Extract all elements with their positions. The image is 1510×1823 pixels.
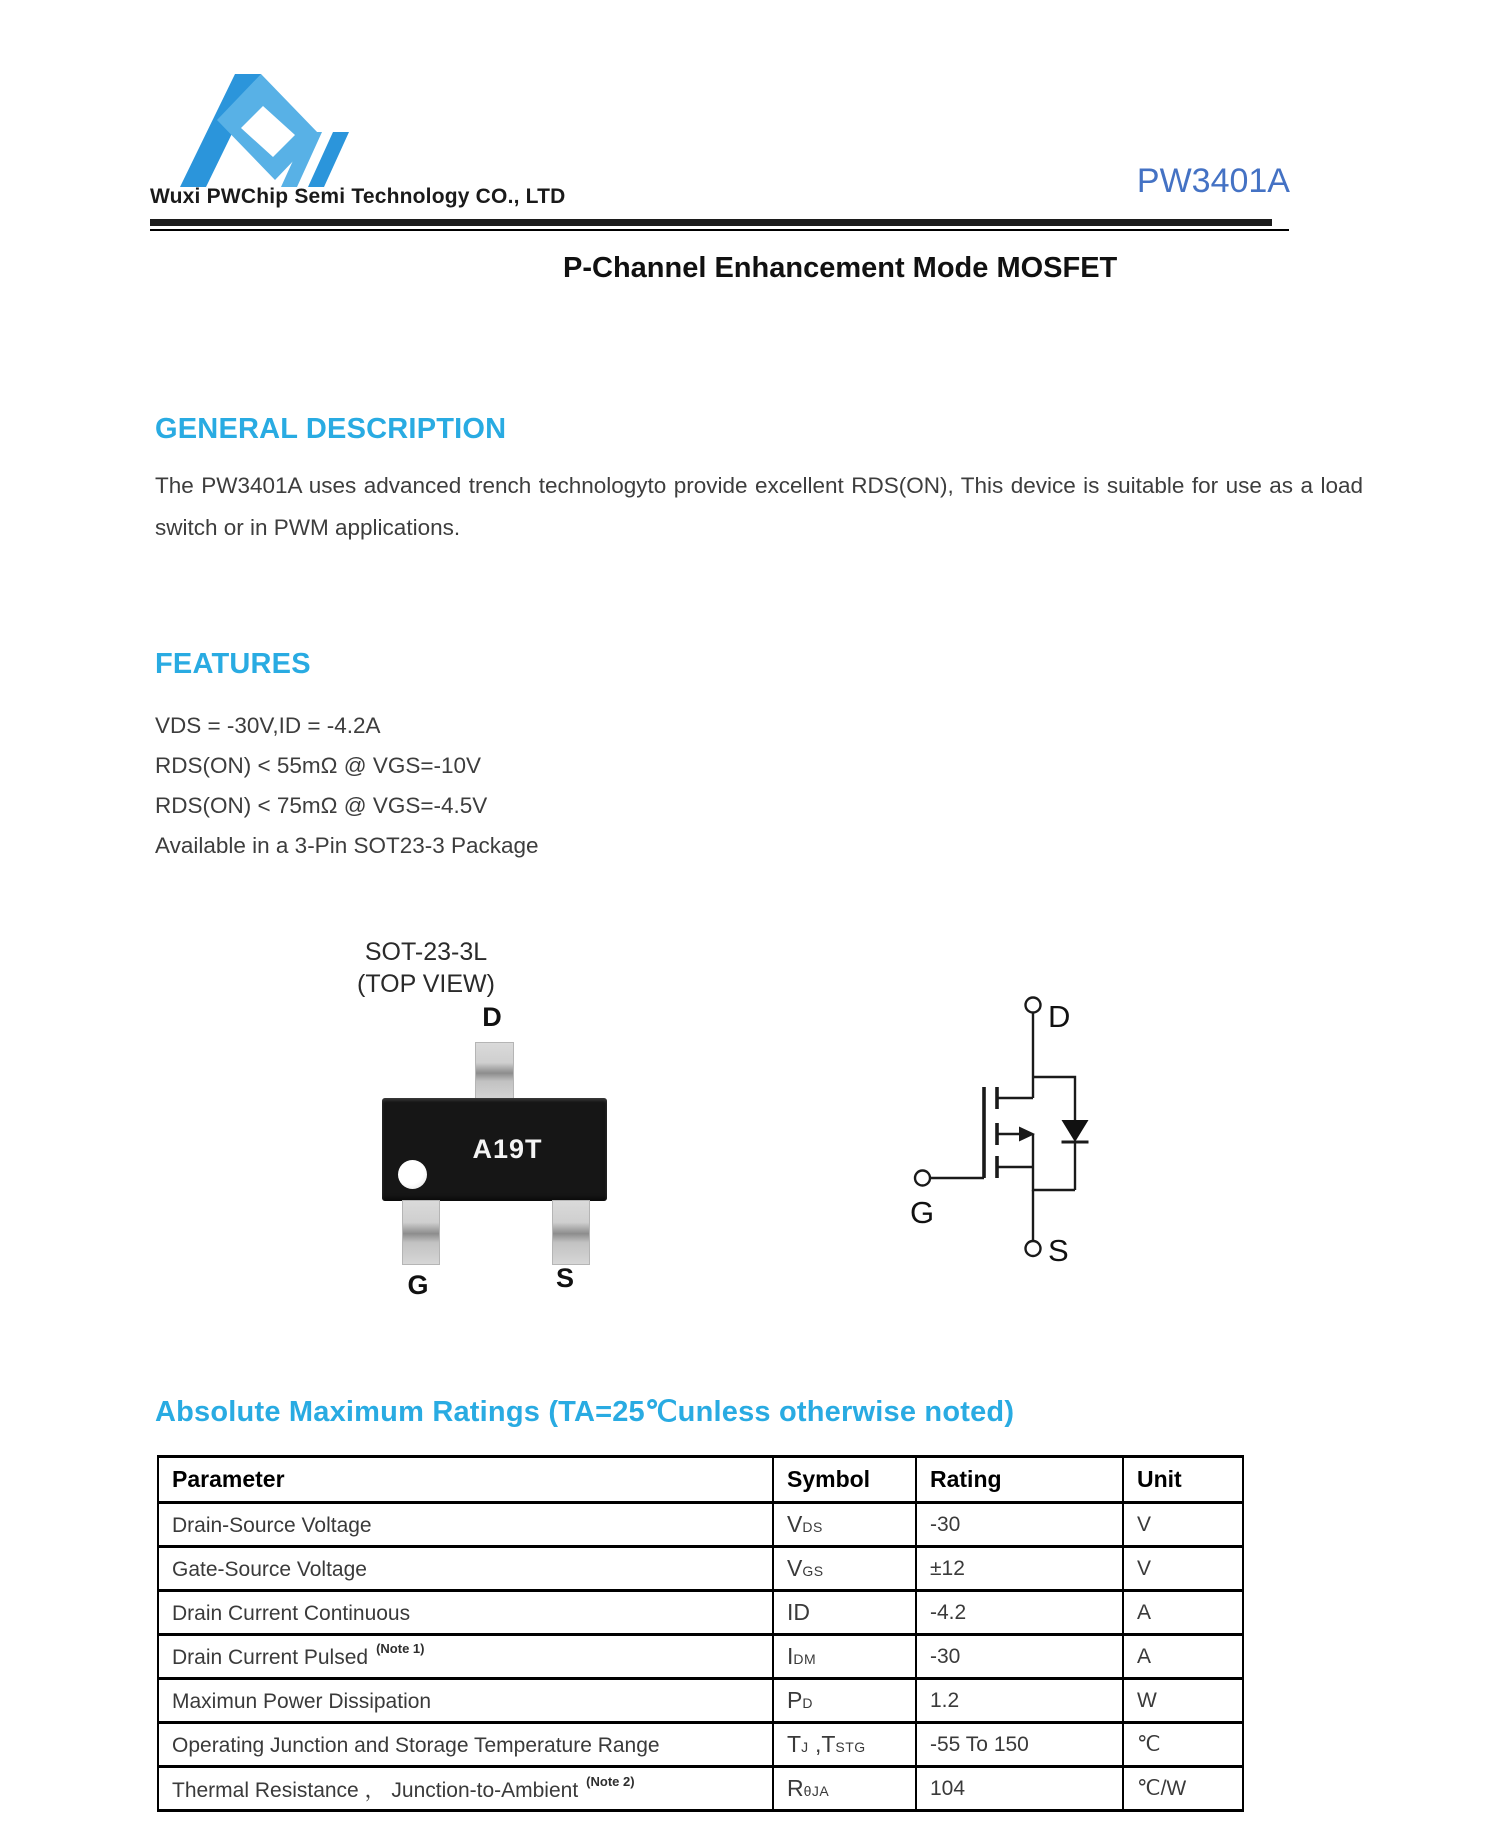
cell-symbol: IDM bbox=[773, 1635, 916, 1679]
cell-rating: 1.2 bbox=[916, 1679, 1123, 1723]
cell-parameter: Drain Current Pulsed $^{(Note 1)}$ bbox=[158, 1635, 773, 1679]
cell-symbol: VDS bbox=[773, 1503, 916, 1547]
table-row bbox=[158, 1591, 1243, 1635]
table-header-row bbox=[158, 1457, 1243, 1503]
table-row bbox=[158, 1503, 1243, 1547]
col-header-parameter: Parameter bbox=[158, 1457, 773, 1503]
cell-rating: -30 bbox=[916, 1503, 1123, 1547]
drain-terminal-icon bbox=[1026, 998, 1041, 1013]
general-description-heading: GENERAL DESCRIPTION bbox=[155, 413, 507, 445]
note-ref: (Note 1) bbox=[376, 1640, 425, 1656]
cell-unit: V bbox=[1123, 1547, 1243, 1591]
body-diode-icon bbox=[1062, 1120, 1089, 1142]
general-description-body: The PW3401A uses advanced trench technologyto provide excellent RDS(ON), This device is suitable for use as a load switch or in PWM applications. bbox=[155, 473, 1363, 540]
cell-rating: -4.2 bbox=[916, 1591, 1123, 1635]
source-label: S bbox=[1048, 1233, 1069, 1268]
cell-unit: W bbox=[1123, 1679, 1243, 1723]
cell-parameter: Maximun Power Dissipation bbox=[158, 1679, 773, 1723]
company-logo bbox=[177, 68, 349, 187]
cell-rating: -55 To 150 bbox=[916, 1723, 1123, 1767]
package-pin1-dot bbox=[398, 1160, 427, 1189]
gate-terminal-icon bbox=[915, 1171, 930, 1186]
col-header-unit: Unit bbox=[1123, 1457, 1243, 1503]
cell-rating: ±12 bbox=[916, 1547, 1123, 1591]
header-rule-thin bbox=[150, 229, 1289, 231]
cell-parameter: Thermal Resistance ， Junction-to-Ambient $^{(Note 2)}$ bbox=[158, 1767, 773, 1811]
cell-parameter: Gate-Source Voltage bbox=[158, 1547, 773, 1591]
cell-unit: A bbox=[1123, 1635, 1243, 1679]
package-pin-gate bbox=[402, 1200, 440, 1265]
table-row bbox=[158, 1767, 1243, 1811]
document-title: P-Channel Enhancement Mode MOSFET bbox=[563, 252, 1118, 284]
table-row bbox=[158, 1547, 1243, 1591]
header-rule-thick bbox=[150, 219, 1272, 226]
feature-item: RDS(ON) < 75mΩ @ VGS=-4.5V bbox=[155, 793, 488, 818]
source-terminal-icon bbox=[1026, 1241, 1041, 1256]
company-name: Wuxi PWChip Semi Technology CO., LTD bbox=[150, 185, 566, 208]
feature-item: VDS = -30V,ID = -4.2A bbox=[155, 713, 381, 738]
mosfet-schematic bbox=[880, 980, 1200, 1280]
cell-symbol: VGS bbox=[773, 1547, 916, 1591]
cell-unit: ℃ bbox=[1123, 1723, 1243, 1767]
cell-symbol: ID bbox=[773, 1591, 916, 1635]
feature-item: RDS(ON) < 55mΩ @ VGS=-10V bbox=[155, 753, 481, 778]
package-pin-drain bbox=[475, 1042, 514, 1102]
cell-rating: -30 bbox=[916, 1635, 1123, 1679]
package-name: SOT-23-3L bbox=[364, 938, 488, 966]
drain-label: D bbox=[1048, 999, 1071, 1034]
cell-parameter: Drain Current Continuous bbox=[158, 1591, 773, 1635]
feature-item: Available in a 3-Pin SOT23-3 Package bbox=[155, 833, 539, 858]
package-pin-label-source: S bbox=[555, 1263, 574, 1293]
cell-parameter: Drain-Source Voltage bbox=[158, 1503, 773, 1547]
cell-symbol: PD bbox=[773, 1679, 916, 1723]
cell-symbol: RθJA bbox=[773, 1767, 916, 1811]
package-view-label: (TOP VIEW) bbox=[357, 970, 495, 998]
cell-unit: V bbox=[1123, 1503, 1243, 1547]
package-pin-source bbox=[552, 1200, 590, 1265]
abs-max-ratings-heading: Absolute Maximum Ratings (TA=25℃unless otherwise noted) bbox=[155, 1396, 1015, 1428]
note-ref: (Note 2) bbox=[586, 1773, 635, 1789]
features-heading: FEATURES bbox=[155, 648, 311, 680]
table-row bbox=[158, 1679, 1243, 1723]
cell-unit: A bbox=[1123, 1591, 1243, 1635]
table-row bbox=[158, 1635, 1243, 1679]
cell-rating: 104 bbox=[916, 1767, 1123, 1811]
package-pin-label-drain: D bbox=[482, 1002, 502, 1032]
package-pin-label-gate: G bbox=[407, 1270, 429, 1300]
col-header-symbol: Symbol bbox=[773, 1457, 916, 1503]
abs-max-ratings-table bbox=[157, 1455, 1244, 1812]
col-header-rating: Rating bbox=[916, 1457, 1123, 1503]
part-number: PW3401A bbox=[1136, 162, 1290, 200]
gate-label: G bbox=[910, 1195, 935, 1230]
package-marking: A19T bbox=[472, 1134, 543, 1164]
cell-parameter: Operating Junction and Storage Temperature Range bbox=[158, 1723, 773, 1767]
table-row bbox=[158, 1723, 1243, 1767]
cell-symbol: TJ ,TSTG bbox=[773, 1723, 916, 1767]
cell-unit: ℃/W bbox=[1123, 1767, 1243, 1811]
